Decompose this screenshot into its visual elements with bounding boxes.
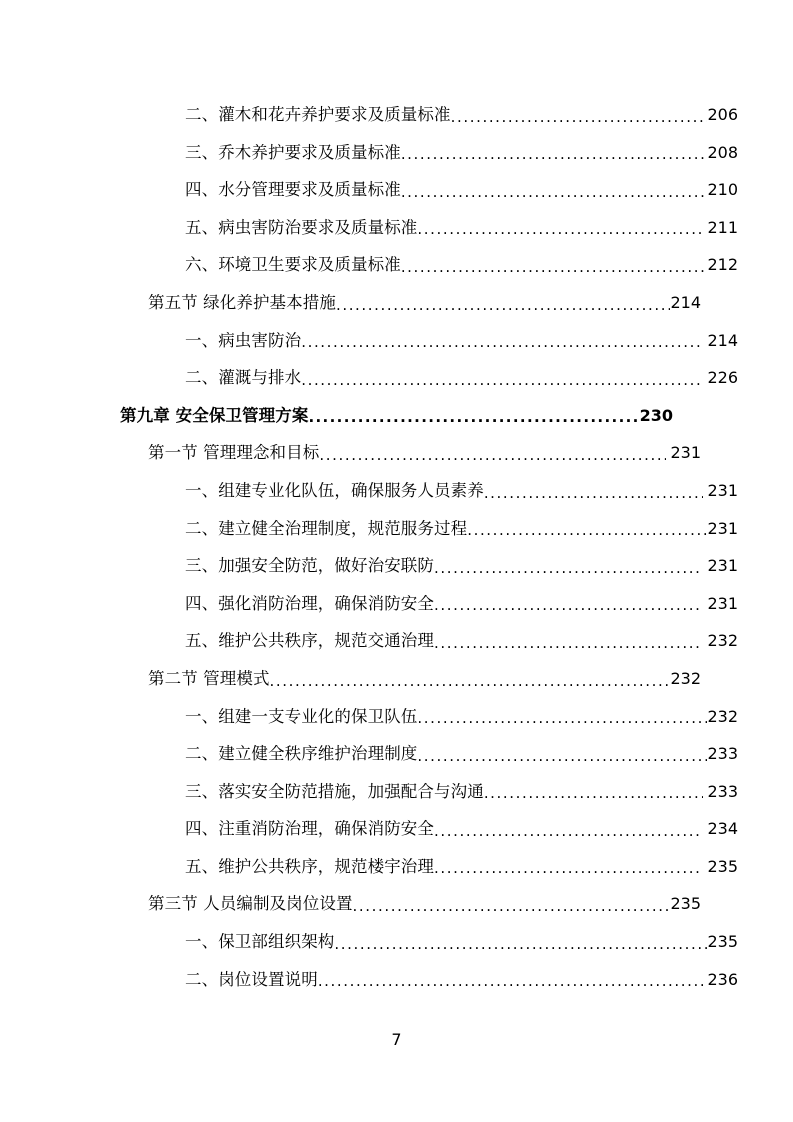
toc-dot-leader	[401, 171, 708, 209]
toc-dot-leader	[308, 397, 639, 435]
toc-entry-title: 三、落实安全防范措施，加强配合与沟通	[185, 781, 484, 801]
toc-entry-page-number: 206	[707, 105, 738, 124]
toc-entry-item[interactable]	[185, 547, 738, 585]
toc-entry-item[interactable]	[185, 773, 738, 811]
toc-entry-page-number: 233	[707, 744, 738, 764]
toc-entry-title: 第三节 人员编制及岗位设置	[148, 894, 353, 914]
toc-dot-leader	[318, 961, 704, 999]
toc-entry-page-number: 232	[670, 668, 701, 688]
toc-entry-item[interactable]	[185, 622, 738, 660]
toc-entry-page-number: 231	[707, 593, 738, 613]
toc-dot-leader	[467, 510, 707, 548]
toc-entry-title: 一、组建一支专业化的保卫队伍	[185, 706, 418, 726]
toc-entry-page-number: 231	[670, 443, 701, 463]
toc-entry-title: 一、组建专业化队伍，确保服务人员素养	[185, 480, 484, 500]
toc-entry-title: 第一节 管理理念和目标	[148, 443, 320, 463]
toc-dot-leader	[434, 622, 703, 660]
toc-dot-leader	[434, 547, 703, 585]
toc-entry-title: 二、建立健全治理制度，规范服务过程	[185, 518, 468, 538]
toc-entry-title: 第九章 安全保卫管理方案	[120, 405, 309, 425]
toc-entry-page-number: 212	[707, 255, 738, 275]
toc-entry-item[interactable]	[185, 961, 738, 999]
toc-entry-item[interactable]	[185, 359, 738, 397]
toc-entry-title: 第二节 管理模式	[148, 668, 270, 688]
toc-entry-title: 三、乔木养护要求及质量标准	[185, 142, 401, 162]
toc-entry-item[interactable]	[185, 735, 738, 773]
toc-entry-item[interactable]	[185, 810, 738, 848]
toc-dot-leader	[301, 322, 703, 360]
toc-entry-page-number: 231	[707, 518, 738, 538]
toc-entry-title: 四、水分管理要求及质量标准	[185, 180, 401, 200]
toc-entry-item[interactable]	[185, 134, 738, 172]
toc-dot-leader	[417, 698, 707, 736]
toc-dot-leader	[336, 284, 671, 322]
toc-dot-leader	[417, 735, 707, 773]
toc-dot-leader	[353, 885, 671, 923]
toc-entry-page-number: 235	[707, 856, 738, 876]
toc-dot-leader	[434, 585, 703, 623]
toc-entry-page-number: 232	[707, 706, 738, 726]
toc-entry-title: 五、维护公共秩序，规范交通治理	[185, 631, 434, 651]
toc-entry-page-number: 235	[707, 932, 738, 952]
toc-entry-page-number: 210	[707, 180, 738, 200]
toc-dot-leader	[417, 209, 703, 247]
toc-entry-item[interactable]	[185, 322, 738, 360]
toc-entry-title: 二、建立健全秩序维护治理制度	[185, 744, 418, 764]
toc-entry-title: 第五节 绿化养护基本措施	[148, 292, 336, 312]
toc-entry-item[interactable]	[185, 472, 738, 510]
toc-entry-page-number: 234	[707, 819, 738, 839]
toc-dot-leader	[319, 434, 666, 472]
toc-entry-page-number: 231	[707, 556, 738, 576]
page-number-footer: 7	[391, 1030, 402, 1049]
toc-entry-item[interactable]	[185, 923, 738, 961]
toc-dot-leader	[484, 472, 704, 510]
toc-dot-leader	[484, 773, 704, 811]
toc-entry-section[interactable]	[148, 660, 701, 698]
toc-entry-chapter[interactable]	[120, 397, 673, 435]
toc-entry-title: 二、灌木和花卉养护要求及质量标准	[185, 105, 451, 124]
toc-entry-page-number: 232	[707, 631, 738, 651]
toc-entry-page-number: 230	[639, 405, 673, 425]
toc-entry-title: 六、环境卫生要求及质量标准	[185, 255, 401, 275]
toc-entry-item[interactable]	[185, 209, 738, 247]
toc-entry-page-number: 211	[707, 217, 738, 237]
toc-entry-item[interactable]	[185, 246, 738, 284]
toc-entry-item[interactable]	[185, 585, 738, 623]
toc-dot-leader	[451, 96, 708, 134]
toc-entry-title: 二、灌溉与排水	[185, 368, 302, 388]
toc-dot-leader	[270, 660, 671, 698]
toc-entry-item[interactable]	[185, 848, 738, 886]
toc-entry-item[interactable]	[185, 171, 738, 209]
toc-entry-title: 二、岗位设置说明	[185, 969, 318, 989]
table-of-contents	[120, 96, 738, 998]
toc-entry-section[interactable]	[148, 284, 701, 322]
toc-entry-title: 一、病虫害防治	[185, 330, 302, 350]
toc-dot-leader	[334, 923, 707, 961]
toc-entry-page-number: 233	[707, 781, 738, 801]
toc-entry-title: 四、注重消防治理，确保消防安全	[185, 819, 434, 839]
toc-dot-leader	[434, 848, 703, 886]
toc-entry-item[interactable]	[185, 510, 738, 548]
toc-entry-page-number: 226	[707, 368, 738, 388]
toc-entry-page-number: 235	[670, 894, 701, 914]
toc-entry-item[interactable]	[185, 96, 738, 134]
toc-entry-page-number: 214	[707, 330, 738, 350]
toc-dot-leader	[301, 359, 703, 397]
toc-entry-page-number: 236	[707, 969, 738, 989]
toc-entry-item[interactable]	[185, 698, 738, 736]
toc-entry-title: 五、病虫害防治要求及质量标准	[185, 217, 418, 237]
toc-entry-title: 一、保卫部组织架构	[185, 932, 335, 952]
toc-entry-section[interactable]	[148, 885, 701, 923]
toc-dot-leader	[401, 134, 708, 172]
toc-entry-page-number: 208	[707, 142, 738, 162]
toc-entry-title: 四、强化消防治理，确保消防安全	[185, 593, 434, 613]
toc-dot-leader	[401, 246, 708, 284]
toc-entry-title: 三、加强安全防范，做好治安联防	[185, 556, 434, 576]
toc-entry-page-number: 214	[670, 292, 701, 312]
toc-entry-title: 五、维护公共秩序，规范楼宇治理	[185, 856, 434, 876]
toc-dot-leader	[434, 810, 703, 848]
toc-entry-page-number: 231	[707, 480, 738, 500]
toc-entry-section[interactable]	[148, 434, 701, 472]
